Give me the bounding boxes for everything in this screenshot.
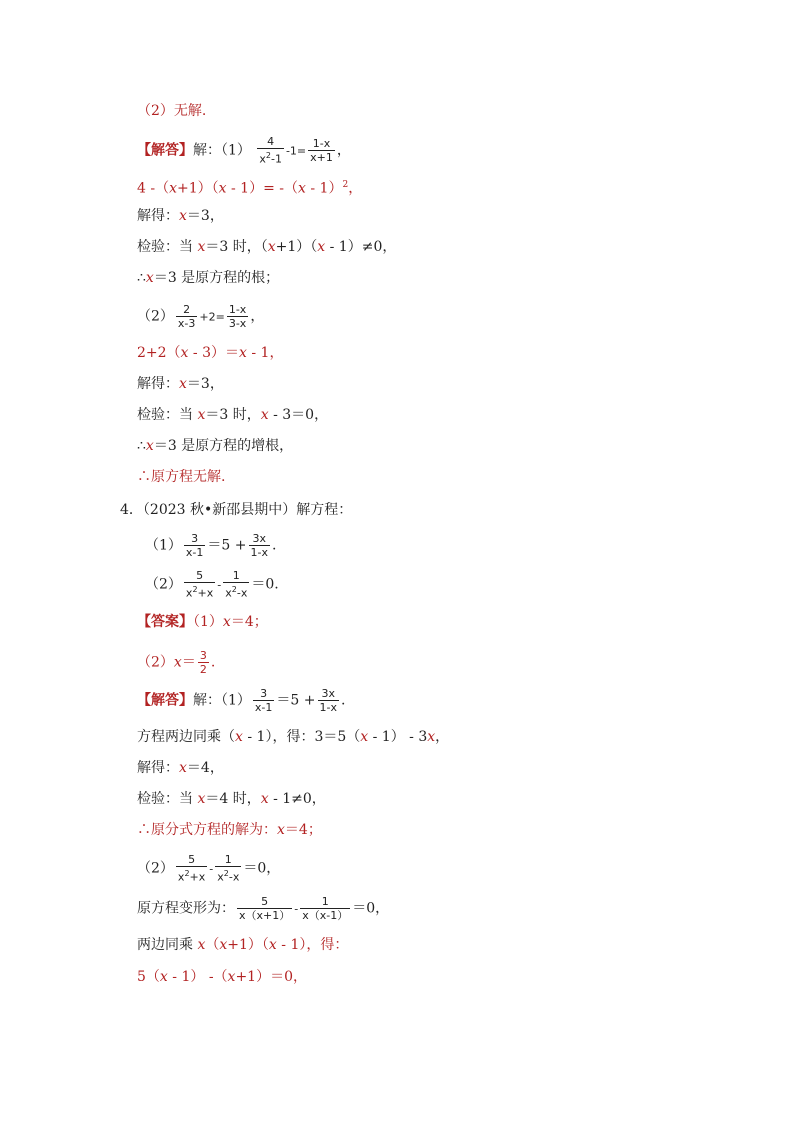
conclusion-line bbox=[137, 436, 293, 456]
equation-part2 bbox=[137, 853, 280, 884]
math-text: - 1），得：3＝5（ bbox=[242, 729, 361, 745]
math-text: 解得： bbox=[137, 208, 179, 224]
math-text: +1）＝0， bbox=[235, 969, 307, 985]
math-text: x bbox=[179, 208, 187, 224]
math-text: （1） bbox=[145, 537, 182, 554]
math-text: - 3＝0， bbox=[268, 407, 329, 423]
math-text: . bbox=[210, 654, 216, 671]
denominator bbox=[215, 867, 241, 884]
answer-line-part2 bbox=[137, 101, 206, 121]
math-text: -x bbox=[236, 586, 248, 600]
math-text: x bbox=[298, 180, 306, 197]
math-text: x bbox=[145, 438, 154, 454]
math-text: 解得： bbox=[137, 376, 179, 392]
math-text: ， bbox=[348, 180, 363, 197]
math-text: 检验：当 bbox=[137, 791, 198, 807]
math-text: ＝3 是原方程的增根， bbox=[153, 438, 294, 454]
math-text: 2 bbox=[223, 869, 229, 878]
math-text: x bbox=[219, 937, 228, 953]
math-text: 2 bbox=[231, 585, 237, 594]
answer-line-part2 bbox=[137, 649, 215, 676]
math-text: +1）（ bbox=[227, 937, 269, 953]
math-text: （2） bbox=[137, 860, 174, 877]
math-text: x bbox=[260, 791, 269, 807]
fraction bbox=[249, 532, 270, 559]
math-text: 1 bbox=[223, 569, 249, 583]
math-text: ∴ bbox=[137, 270, 146, 286]
denominator bbox=[257, 149, 284, 166]
math-text: - 1） bbox=[305, 180, 343, 197]
math-text: （1） bbox=[193, 614, 223, 630]
math-text: 3 bbox=[184, 532, 205, 546]
math-text: 解得： bbox=[137, 760, 179, 776]
math-text: 2+2（ bbox=[137, 345, 181, 361]
math-text: ＝3 是原方程的根； bbox=[153, 270, 280, 286]
solution-header-q3-part1 bbox=[137, 135, 351, 166]
solve-line bbox=[137, 758, 224, 778]
fraction bbox=[300, 895, 350, 922]
fraction bbox=[198, 649, 209, 676]
math-text: -1 bbox=[270, 152, 282, 166]
math-text: （2） bbox=[137, 308, 174, 325]
math-text: x bbox=[227, 969, 236, 985]
math-text: x bbox=[218, 180, 227, 197]
math-text: +1）（ bbox=[177, 180, 219, 197]
math-text: 1-x bbox=[319, 701, 337, 714]
math-text: x bbox=[177, 870, 185, 884]
math-text: 检验：当 bbox=[137, 407, 198, 423]
math-text: ＝4， bbox=[186, 760, 224, 776]
math-text: . bbox=[340, 692, 346, 709]
math-text: +x bbox=[189, 870, 206, 884]
math-text: - 1≠0， bbox=[268, 791, 326, 807]
answer-tag: 【答案】 bbox=[137, 614, 193, 630]
math-text: x bbox=[427, 729, 436, 745]
denominator bbox=[184, 583, 215, 600]
math-text: x bbox=[217, 870, 224, 884]
math-text: 5（ bbox=[137, 969, 160, 985]
fraction bbox=[176, 303, 197, 330]
math-text: （ bbox=[205, 937, 220, 953]
math-text: ＝4； bbox=[284, 822, 322, 838]
math-text: ＝5 + bbox=[276, 692, 316, 709]
math-text: x bbox=[268, 937, 277, 953]
math-text: 2 bbox=[184, 869, 190, 878]
math-text: ∴原方程无解. bbox=[137, 469, 226, 485]
math-text: x-3 bbox=[177, 317, 196, 330]
math-text: - bbox=[209, 862, 214, 876]
math-text: x+1 bbox=[310, 150, 333, 164]
math-text: 4 -（ bbox=[137, 180, 170, 197]
solution-tag: 【解答】 bbox=[137, 692, 193, 709]
fraction bbox=[223, 569, 249, 600]
solve-line bbox=[137, 206, 224, 226]
math-text: ＝3， bbox=[186, 376, 224, 392]
conclusion-line bbox=[137, 268, 279, 288]
math-text: x bbox=[197, 407, 206, 423]
solution-header-q4-part1 bbox=[137, 687, 345, 714]
math-text: x bbox=[145, 270, 154, 286]
math-text: 5 bbox=[184, 569, 215, 583]
math-text: ∴ bbox=[137, 438, 146, 454]
math-text: （2） bbox=[145, 576, 182, 593]
math-text: x bbox=[179, 760, 187, 776]
math-text: - bbox=[294, 902, 299, 916]
equation-line bbox=[137, 967, 307, 987]
math-text: ＝3 时， bbox=[205, 407, 261, 423]
math-text: x bbox=[197, 239, 206, 255]
math-text: x bbox=[173, 654, 182, 671]
math-text: . bbox=[271, 537, 277, 554]
math-text: x bbox=[222, 614, 231, 630]
math-text: - 1） - 3 bbox=[368, 729, 428, 745]
math-text: ＝5 + bbox=[207, 537, 247, 554]
math-text: x bbox=[169, 180, 177, 197]
math-text: 3-x bbox=[228, 317, 247, 330]
math-text: x bbox=[267, 239, 276, 255]
math-text: ＝0， bbox=[243, 860, 281, 877]
math-text: ＝3， bbox=[186, 208, 224, 224]
fraction bbox=[257, 135, 284, 166]
math-text: 3x bbox=[249, 532, 270, 546]
math-text: x bbox=[277, 822, 285, 838]
math-text: - 1）= -（ bbox=[226, 180, 298, 197]
equation-part2 bbox=[137, 303, 264, 330]
fraction bbox=[176, 853, 207, 884]
math-text: x bbox=[197, 791, 206, 807]
math-text: 检验：当 bbox=[137, 239, 198, 255]
math-text: x bbox=[235, 729, 243, 745]
math-text: 原方程变形为： bbox=[137, 900, 235, 917]
math-text: 解：（1） bbox=[193, 142, 251, 159]
math-text: 2 bbox=[192, 585, 198, 594]
math-text: ， bbox=[435, 729, 450, 745]
math-text: - 1， bbox=[246, 345, 284, 361]
fraction bbox=[253, 687, 274, 714]
math-text: 2 bbox=[342, 180, 349, 190]
final-conclusion bbox=[137, 467, 225, 487]
math-text: 2 bbox=[199, 663, 207, 676]
math-text: x-1 bbox=[185, 546, 204, 559]
solution-tag: 【解答】 bbox=[137, 142, 193, 159]
multiply-line bbox=[137, 727, 449, 747]
math-text: - 3）＝ bbox=[188, 345, 239, 361]
math-text: +1）（ bbox=[275, 239, 318, 255]
math-text: - 1） -（ bbox=[167, 969, 228, 985]
math-text: ＝3 时，（ bbox=[205, 239, 268, 255]
math-text: x bbox=[180, 345, 189, 361]
math-text: ， bbox=[336, 142, 351, 159]
math-text: 5 bbox=[176, 853, 207, 867]
math-text: +2= bbox=[199, 310, 225, 324]
math-text: x-1 bbox=[254, 701, 273, 714]
equation-line bbox=[137, 343, 283, 363]
math-text: -x bbox=[228, 870, 240, 884]
multiply-line bbox=[137, 935, 348, 955]
math-text: ＝4； bbox=[230, 614, 268, 630]
math-text: 1-x bbox=[228, 303, 247, 316]
fraction bbox=[184, 532, 205, 559]
math-text: 1 bbox=[300, 895, 350, 909]
math-text: ＝0， bbox=[352, 900, 390, 917]
math-text: x bbox=[197, 937, 206, 953]
fraction bbox=[215, 853, 241, 884]
math-text: x bbox=[259, 152, 266, 166]
math-text: 两边同乘 bbox=[137, 937, 198, 953]
math-text: （2） bbox=[137, 654, 174, 671]
math-text: x bbox=[317, 239, 326, 255]
math-text: 4．（2023 秋•新邵县期中）解方程： bbox=[120, 502, 353, 518]
math-text: ＝4 时， bbox=[205, 791, 261, 807]
math-text: 5 bbox=[237, 895, 292, 909]
math-text: 1-x bbox=[308, 137, 335, 151]
denominator bbox=[176, 867, 207, 884]
math-text: - bbox=[217, 578, 222, 592]
solve-line bbox=[137, 374, 224, 394]
math-text: x bbox=[260, 407, 269, 423]
math-text: x bbox=[185, 586, 193, 600]
math-text: 2 bbox=[265, 151, 271, 160]
math-text: 3x bbox=[318, 687, 339, 701]
question-4-part2 bbox=[145, 569, 279, 600]
check-line bbox=[137, 789, 326, 809]
math-text: -1= bbox=[285, 144, 307, 158]
math-text: - 1），得： bbox=[276, 937, 349, 953]
math-text: （2）无解. bbox=[137, 103, 207, 119]
math-text: x bbox=[239, 345, 247, 361]
math-text: 4 bbox=[257, 135, 284, 149]
math-text: x bbox=[159, 969, 168, 985]
check-line bbox=[137, 237, 396, 257]
math-text: x bbox=[360, 729, 369, 745]
math-text: 解：（1） bbox=[193, 692, 251, 709]
math-text: 3 bbox=[199, 649, 207, 662]
denominator bbox=[223, 583, 249, 600]
check-line bbox=[137, 405, 328, 425]
math-text: x bbox=[179, 376, 187, 392]
fraction bbox=[318, 687, 339, 714]
math-text: +x bbox=[197, 586, 214, 600]
fraction bbox=[308, 137, 335, 164]
fraction bbox=[237, 895, 292, 922]
math-text: ＝0. bbox=[251, 576, 279, 593]
math-text: x（x+1） bbox=[239, 909, 291, 922]
math-text: 2 bbox=[176, 303, 197, 317]
math-text: ∴原分式方程的解为： bbox=[137, 822, 277, 838]
answer-line-part1 bbox=[137, 612, 268, 632]
fraction bbox=[227, 303, 248, 330]
math-text: 3 bbox=[253, 687, 274, 701]
math-text: 1-x bbox=[250, 546, 268, 559]
math-text: x（x-1） bbox=[302, 909, 349, 922]
math-text: x bbox=[225, 586, 232, 600]
math-text: ＝ bbox=[181, 654, 196, 671]
question-4-title bbox=[120, 500, 352, 520]
math-text: 方程两边同乘（ bbox=[137, 729, 235, 745]
equation-line bbox=[137, 175, 362, 199]
conclusion-line bbox=[137, 820, 322, 840]
transform-line bbox=[137, 895, 389, 922]
math-text: 1 bbox=[215, 853, 241, 867]
fraction bbox=[184, 569, 215, 600]
math-text: - 1）≠0， bbox=[325, 239, 397, 255]
question-4-part1 bbox=[145, 532, 276, 559]
math-text: ， bbox=[250, 308, 265, 325]
